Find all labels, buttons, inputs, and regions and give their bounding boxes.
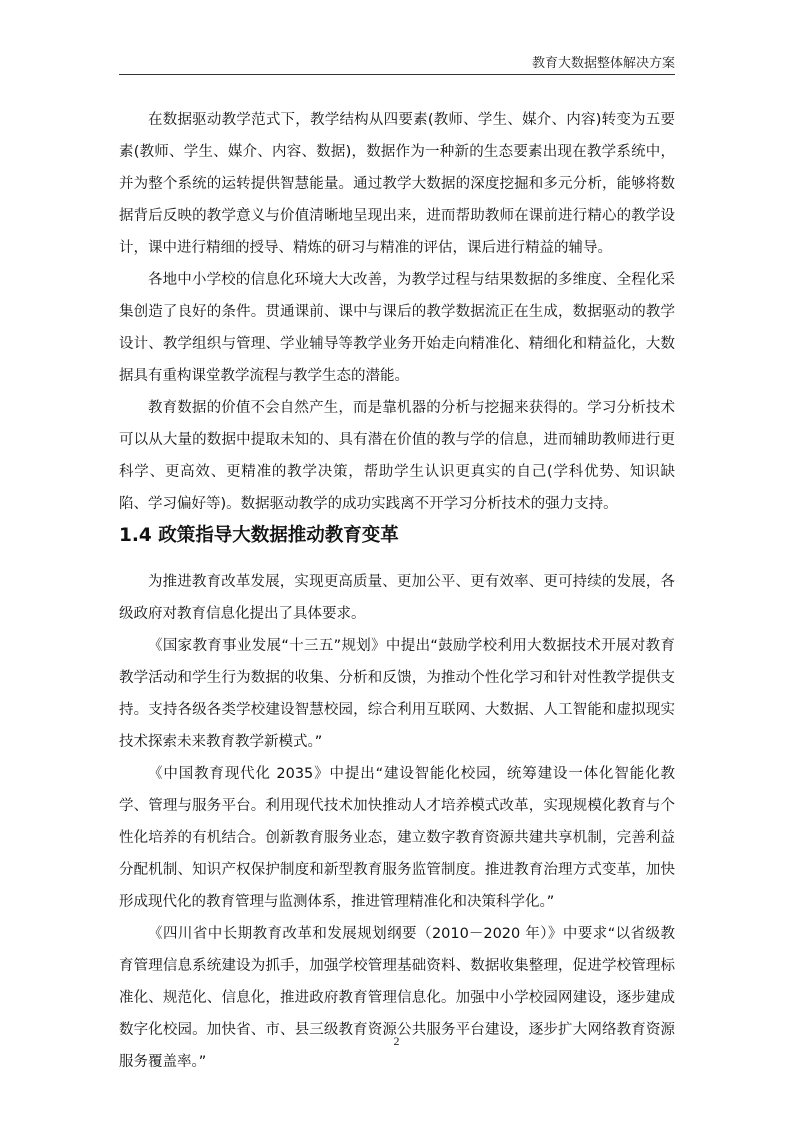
paragraph-learning-analytics: 教育数据的价值不会自然产生，而是靠机器的分析与挖掘来获得的。学习分析技术可以从大量的数据中提取未知的、具有潜在价值的教与学的信息，进而辅助教师进行更科学、更高效、更精准的教学决策，帮助学生认识更真实的自己(学科优势、知识缺陷、学习偏好等)。数据驱动教学的成功实践离不开学习分析技术的强力支持。 (119, 400, 675, 512)
paragraph-policy-intro: 为推进教育改革发展，实现更高质量、更加公平、更有效率、更可持续的发展，各级政府对教育信息化提出了具体要求。 (119, 574, 675, 622)
section-heading: 1.4 政策指导大数据推动教育变革 (119, 525, 399, 546)
running-header: 教育大数据整体解决方案 (531, 56, 675, 71)
body-text-top (119, 104, 675, 520)
paragraph-data-driven-teaching: 在数据驱动教学范式下，教学结构从四要素(教师、学生、媒介、内容)转变为五要素(教师、学生、媒介、内容、数据)，数据作为一种新的生态要素出现在教学系统中，并为整个系统的运转提供智慧能量。通过教学大数据的深度挖掘和多元分析，能够将数据背后反映的教学意义与价值清晰地呈现出来，进而帮助教师在课前进行精心的教学设计，课中进行精细的授导、精炼的研习与精准的评估，课后进行精益的辅导。 (119, 112, 675, 256)
paragraph-13th-five-year-plan: 《国家教育事业发展“十三五”规划》中提出“鼓励学校利用大数据技术开展对教育教学活动和学生行为数据的收集、分析和反馈，为推动个性化学习和针对性教学提供支持。支持各级各类学校建设智慧校园，综合利用互联网、大数据、人工智能和虚拟现实技术探索未来教育教学新模式。” (119, 638, 675, 750)
page-number: 2 (393, 1034, 400, 1048)
paragraph-education-modernization-2035: 《中国教育现代化 2035》中提出“建设智能化校园，统筹建设一体化智能化教学、管理与服务平台。利用现代技术加快推动人才培养模式改革，实现规模化教育与个性化培养的有机结合。创新教育服务业态，建立数字教育资源共建共享机制，完善利益分配机制、知识产权保护制度和新型教育服务监管制度。推进教育治理方式变革，加快形成现代化的教育管理与监测体系，推进管理精准化和决策科学化。” (119, 766, 675, 910)
paragraph-sichuan-plan: 《四川省中长期教育改革和发展规划纲要（2010－2020 年）》中要求“以省级教育管理信息系统建设为抓手，加强学校管理基础资料、数据收集整理，促进学校管理标准化、规范化、信息化，推进政府教育管理信息化。加强中小学校园网建设，逐步建成数字化校园。加快省、市、县三级教育资源公共服务平台建设，逐步扩大网络教育资源服务覆盖率。” (119, 926, 675, 1070)
header-rule (119, 74, 675, 75)
paragraph-school-informatization: 各地中小学校的信息化环境大大改善，为教学过程与结果数据的多维度、全程化采集创造了良好的条件。贯通课前、课中与课后的教学数据流正在生成，数据驱动的教学设计、教学组织与管理、学业辅导等教学业务开始走向精准化、精细化和精益化，大数据具有重构课堂教学流程与教学生态的潜能。 (119, 272, 675, 384)
body-text-bottom (119, 566, 675, 1078)
